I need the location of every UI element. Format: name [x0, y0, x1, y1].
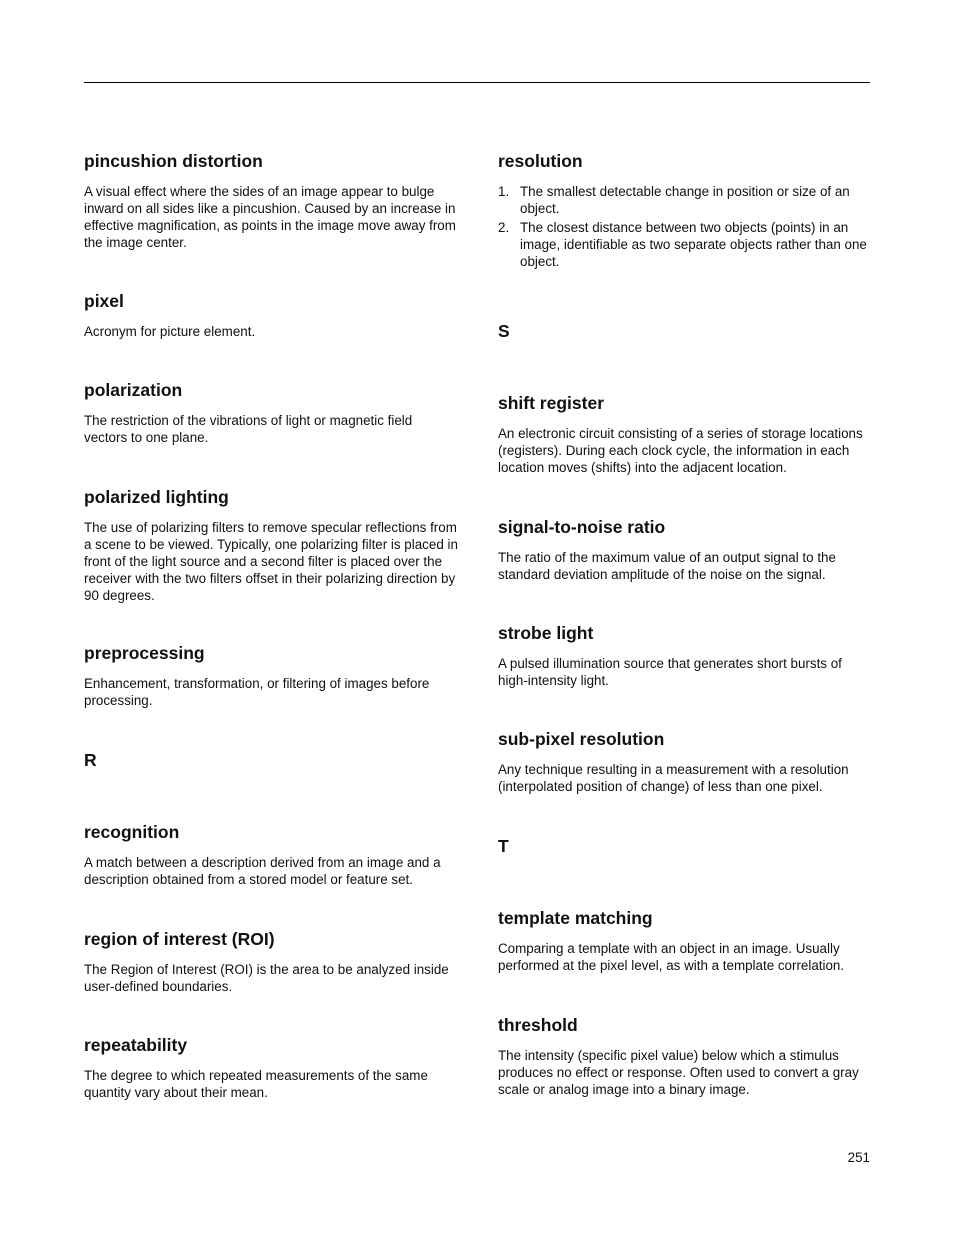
entry-term: repeatability [84, 1035, 188, 1055]
entry-term: strobe light [498, 623, 594, 643]
entry-term: region of interest (ROI) [84, 929, 275, 949]
glossary-entry [84, 487, 458, 604]
definition-list [498, 183, 872, 270]
list-number: 2. [498, 220, 510, 235]
glossary-entry [84, 151, 458, 251]
glossary-entry [84, 380, 458, 446]
glossary-entry [84, 929, 458, 995]
section-letter [498, 836, 872, 856]
entry-definition: The intensity (specific pixel value) below which a stimulus produces no effect or response. Often used to convert a gray scale or analog image into a binary image. [498, 1048, 859, 1097]
section-letter-heading: R [84, 750, 97, 770]
entry-term: threshold [498, 1015, 578, 1035]
entry-term: pixel [84, 291, 124, 311]
section-letter-heading: S [498, 321, 510, 341]
section-letter [498, 321, 872, 341]
glossary-entry [498, 517, 872, 583]
glossary-entry [84, 1035, 458, 1101]
entry-definition: Any technique resulting in a measurement with a resolution (interpolated position of change) of less than one pixel. [498, 762, 849, 794]
glossary-entry [498, 729, 872, 795]
glossary-entry [84, 291, 458, 340]
entry-definition: The restriction of the vibrations of light or magnetic field vectors to one plane. [84, 413, 413, 445]
entry-definition: An electronic circuit consisting of a series of storage locations (registers). During each clock cycle, the information in each location moves (shifts) into the adjacent location. [498, 426, 863, 475]
glossary-entry [498, 908, 872, 974]
definition-list-item [498, 219, 872, 270]
entry-term: resolution [498, 151, 583, 171]
entry-definition: A pulsed illumination source that generates short bursts of high-intensity light. [498, 656, 842, 688]
glossary-entry [498, 393, 872, 476]
entry-definition: A visual effect where the sides of an image appear to bulge inward on all sides like a pincushion. Caused by an increase in effective magnification, as points in the image move away from the image center. [84, 184, 456, 250]
glossary-entry [84, 822, 458, 888]
entry-definition: Acronym for picture element. [84, 324, 256, 339]
entry-definition: The degree to which repeated measurements of the same quantity vary about their mean. [84, 1068, 428, 1100]
entry-term: preprocessing [84, 643, 205, 663]
entry-term: shift register [498, 393, 604, 413]
entry-definition: Comparing a template with an object in an image. Usually performed at the pixel level, as with a template correlation. [498, 941, 845, 973]
entry-definition: Enhancement, transformation, or filtering of images before processing. [84, 676, 430, 708]
page-number: 251 [847, 1150, 870, 1165]
entry-definition: The ratio of the maximum value of an output signal to the standard deviation amplitude of the noise on the signal. [498, 550, 836, 582]
list-number: 1. [498, 184, 510, 199]
entry-term: sub-pixel resolution [498, 729, 665, 749]
section-letter [84, 750, 458, 770]
entry-term: template matching [498, 908, 653, 928]
list-text: The closest distance between two objects (points) in an image, identifiable as two separate objects rather than one object. [520, 220, 867, 269]
header-rule [84, 82, 870, 83]
entry-term: polarization [84, 380, 183, 400]
entry-term: signal-to-noise ratio [498, 517, 666, 537]
entry-definition: The Region of Interest (ROI) is the area to be analyzed inside user-defined boundaries. [84, 962, 449, 994]
section-letter-heading: T [498, 836, 509, 856]
list-text: The smallest detectable change in position or size of an object. [520, 184, 850, 216]
glossary-entry [498, 151, 872, 272]
glossary-entry [498, 1015, 872, 1098]
entry-definition: A match between a description derived from an image and a description obtained from a stored model or feature set. [84, 855, 441, 887]
entry-definition: The use of polarizing filters to remove specular reflections from a scene to be viewed. Typically, one polarizing filter is placed in front of the light source and a second filter is placed over the receiver with the two filters offset in their polarizing direction by 90 degrees. [84, 520, 458, 603]
glossary-entry [84, 643, 458, 709]
glossary-entry [498, 623, 872, 689]
entry-term: polarized lighting [84, 487, 229, 507]
entry-term: pincushion distortion [84, 151, 263, 171]
entry-term: recognition [84, 822, 180, 842]
definition-list-item [498, 183, 872, 217]
